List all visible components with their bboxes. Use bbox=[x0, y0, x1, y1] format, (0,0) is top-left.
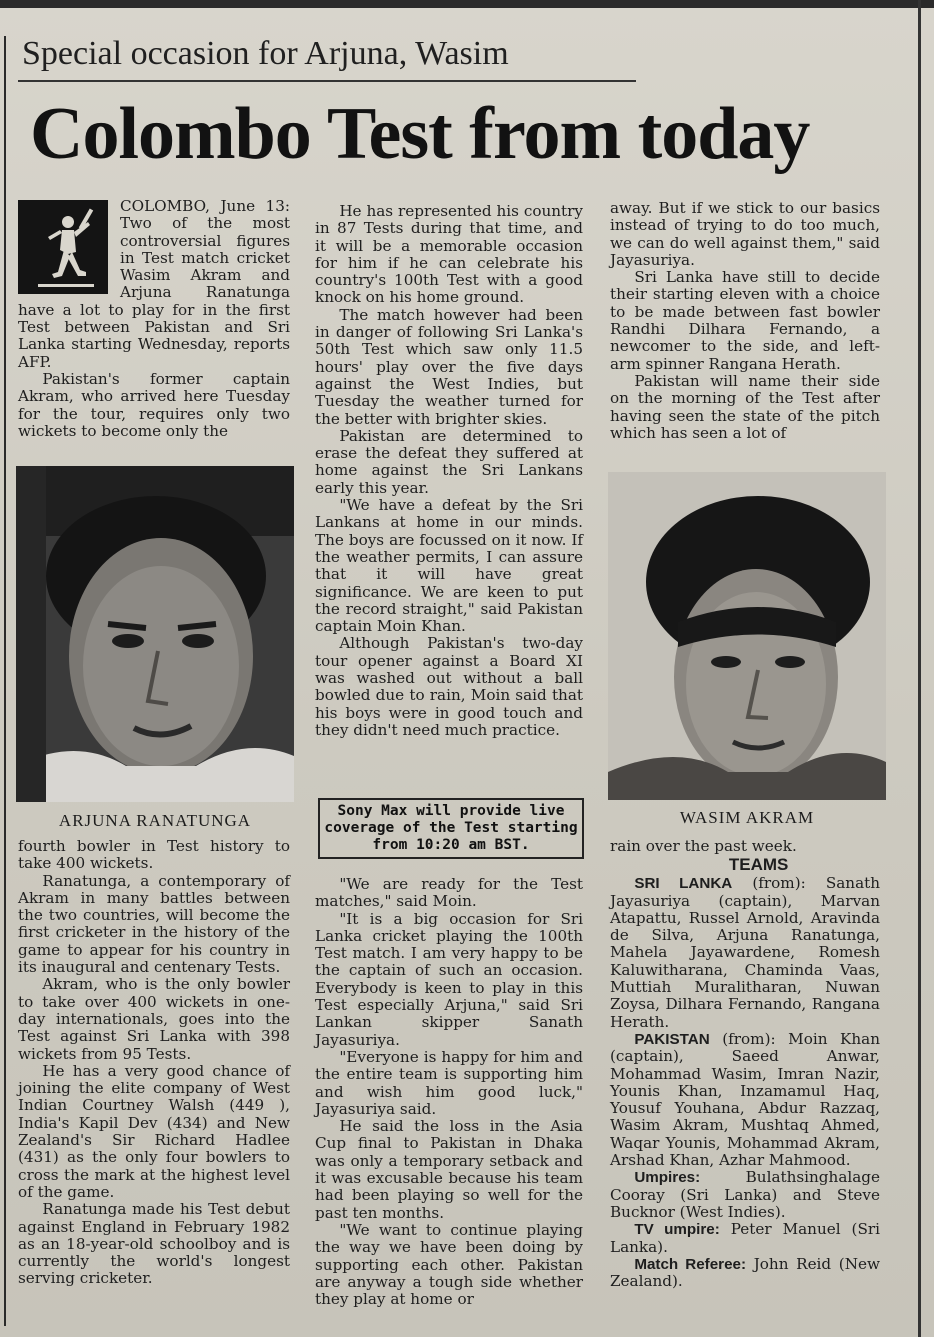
article-paragraph: Although Pakistan's two-day tour opener against a Board XI was washed out without a ball bowled due to rain, Moin said that his boys were in good touch and they didn't need much practice. bbox=[315, 634, 583, 739]
tv-umpire-name: Peter Manuel (Sri Lanka). bbox=[610, 1220, 880, 1256]
article-paragraph: "We have a defeat by the Sri Lankans at home in our minds. The boys are focussed on it now. If the weather permits, I can assure that it will have great significance. We are keen to put the record straight," said Pakistan captain Moin Khan. bbox=[315, 496, 583, 636]
wasim-akram-photo bbox=[608, 472, 886, 800]
photo-caption-arjuna: ARJUNA RANATUNGA bbox=[58, 811, 252, 830]
column-2-bottom bbox=[315, 876, 583, 1308]
article-paragraph: The match however had been in danger of following Sri Lanka's 50th Test which saw only 11.5 hours' play over the five days against the West Indies, but Tuesday the weather turned for the better with brighter skies. bbox=[315, 305, 583, 428]
kicker-headline: Special occasion for Arjuna, Wasim bbox=[22, 35, 509, 72]
article-paragraph: Pakistan are determined to erase the defeat they suffered at home against the Sri Lankans early this year. bbox=[315, 426, 583, 497]
article-paragraph: away. But if we stick to our basics instead of trying to do too much, we can do well against them," said Jayasuriya. bbox=[610, 199, 880, 269]
kicker-underline bbox=[18, 80, 636, 82]
article-paragraph: COLOMBO, June 13: Two of the most controversial figures in Test match cricket Wasim Akram and Arjuna Ranatunga have a lot to play for in the first Test between Pakistan and Sri Lanka starting Wednesday, reports AFP. bbox=[18, 197, 290, 371]
tv-umpire-label: TV umpire: bbox=[634, 1221, 720, 1239]
sri-lanka-label: SRI LANKA bbox=[634, 875, 733, 893]
left-column-rule bbox=[4, 36, 6, 1326]
article-paragraph: Ranatunga made his Test debut against England in February 1982 as an 18-year-old schoolboy and is currently the world's longest serving cricketer. bbox=[18, 1200, 290, 1288]
article-paragraph: Sri Lanka have still to decide their starting eleven with a choice to be made between fast bowler Randhi Dilhara Fernando, a newcomer to the side, and left-arm spinner Rangana Herath. bbox=[610, 268, 880, 373]
umpires-names: Bulathsinghalage Cooray (Sri Lanka) and Steve Bucknor (West Indies). bbox=[610, 1168, 880, 1221]
column-3-top bbox=[610, 200, 880, 442]
article-paragraph: rain over the past week. bbox=[610, 837, 797, 855]
article-paragraph: Ranatunga, a contemporary of Akram in many battles between the two countries, will become the first cricketer in the history of the game to appear for his country in its inaugural and centenary Tests. bbox=[18, 871, 290, 977]
right-page-edge bbox=[918, 0, 921, 1337]
column-2-top bbox=[315, 203, 583, 739]
article-paragraph: "We want to continue playing the way we have been doing by supporting each other. Pakistan are anyway a tough side whether they play at home or bbox=[315, 1220, 583, 1309]
match-referee-line bbox=[610, 1256, 880, 1291]
pakistan-label: PAKISTAN bbox=[634, 1030, 710, 1048]
arjuna-ranatunga-photo bbox=[16, 466, 294, 802]
article-paragraph: "We are ready for the Test matches," said Moin. bbox=[315, 875, 583, 911]
sri-lanka-players: (from): Sanath Jayasuriya (captain), Marvan Atapattu, Russel Arnold, Aravinda de Silva, Arjuna Ranatunga, Mahela Jayawardene, Romesh Kaluwitharana, Chaminda Vaas, Muttiah Muralitharan, Nuwan Zoysa, Dilhara Fernando, Rangana Herath. bbox=[610, 874, 881, 1031]
article-paragraph: He has a very good chance of joining the elite company of West Indian Courtney Walsh (449 ), India's Kapil Dev (434) and New Zealand's Sir Richard Hadlee (431) as the only four bowlers to cross the mark at the highest level of the game. bbox=[18, 1061, 290, 1201]
column-1-bottom bbox=[18, 838, 290, 1288]
article-paragraph: He said the loss in the Asia Cup final to Pakistan in Dhaka was only a temporary setback and it was excusable because his team had been playing so well for the past ten months. bbox=[315, 1117, 583, 1222]
article-paragraph: Pakistan's former captain Akram, who arrived here Tuesday for the tour, requires only two wickets to become only the bbox=[18, 369, 290, 440]
article-paragraph: Pakistan will name their side on the morning of the Test after having seen the state of the pitch which has seen a lot of bbox=[610, 371, 880, 442]
article-paragraph: "It is a big occasion for Sri Lanka cricket playing the 100th Test match. I am very happy to be the captain of such an occasion. Everybody is keen to play in this Test especially Arjuna," said Sri Lankan skipper Sanath Jayasuriya. bbox=[315, 909, 583, 1049]
article-paragraph: "Everyone is happy for him and the entire team is supporting him and wish him good luck," Jayasuriya said. bbox=[315, 1047, 583, 1118]
teams-heading: TEAMS bbox=[728, 855, 789, 875]
sri-lanka-squad bbox=[610, 875, 880, 1031]
tv-umpire-line bbox=[610, 1221, 880, 1256]
umpires-line bbox=[610, 1169, 880, 1221]
column-1-top bbox=[18, 198, 290, 440]
match-referee-name: John Reid (New Zealand). bbox=[610, 1254, 880, 1291]
top-border bbox=[0, 0, 934, 8]
main-headline: Colombo Test from today bbox=[30, 93, 810, 175]
column-3-bottom bbox=[610, 838, 880, 1290]
broadcast-notice-box: Sony Max will provide live coverage of the Test starting from 10:20 am BST. bbox=[318, 798, 584, 859]
pakistan-players: (from): Moin Khan (captain), Saeed Anwar, Mohammad Wasim, Imran Nazir, Younis Khan, Inzamamul Haq, Yousuf Youhana, Abdur Razzaq, Wasim Akram, Mushtaq Ahmed, Waqar Younis, Mohammad Akram, Arshad Khan, Azhar Mahmood. bbox=[610, 1029, 880, 1170]
article-paragraph: Akram, who is the only bowler to take over 400 wickets in one-day internationals, goes into the Test against Sri Lanka with 398 wickets from 95 Tests. bbox=[18, 975, 290, 1063]
umpires-label: Umpires: bbox=[634, 1169, 701, 1187]
photo-caption-wasim: WASIM AKRAM bbox=[679, 808, 815, 827]
article-paragraph: He has represented his country in 87 Tests during that time, and it will be a memorable occasion for him if he can celebrate his country's 100th Test with a good knock on his home ground. bbox=[315, 202, 583, 307]
article-paragraph: fourth bowler in Test history to take 400 wickets. bbox=[18, 837, 290, 873]
match-referee-label: Match Referee: bbox=[634, 1255, 747, 1273]
pakistan-squad bbox=[610, 1031, 880, 1169]
cricket-batsman-icon bbox=[18, 200, 108, 294]
